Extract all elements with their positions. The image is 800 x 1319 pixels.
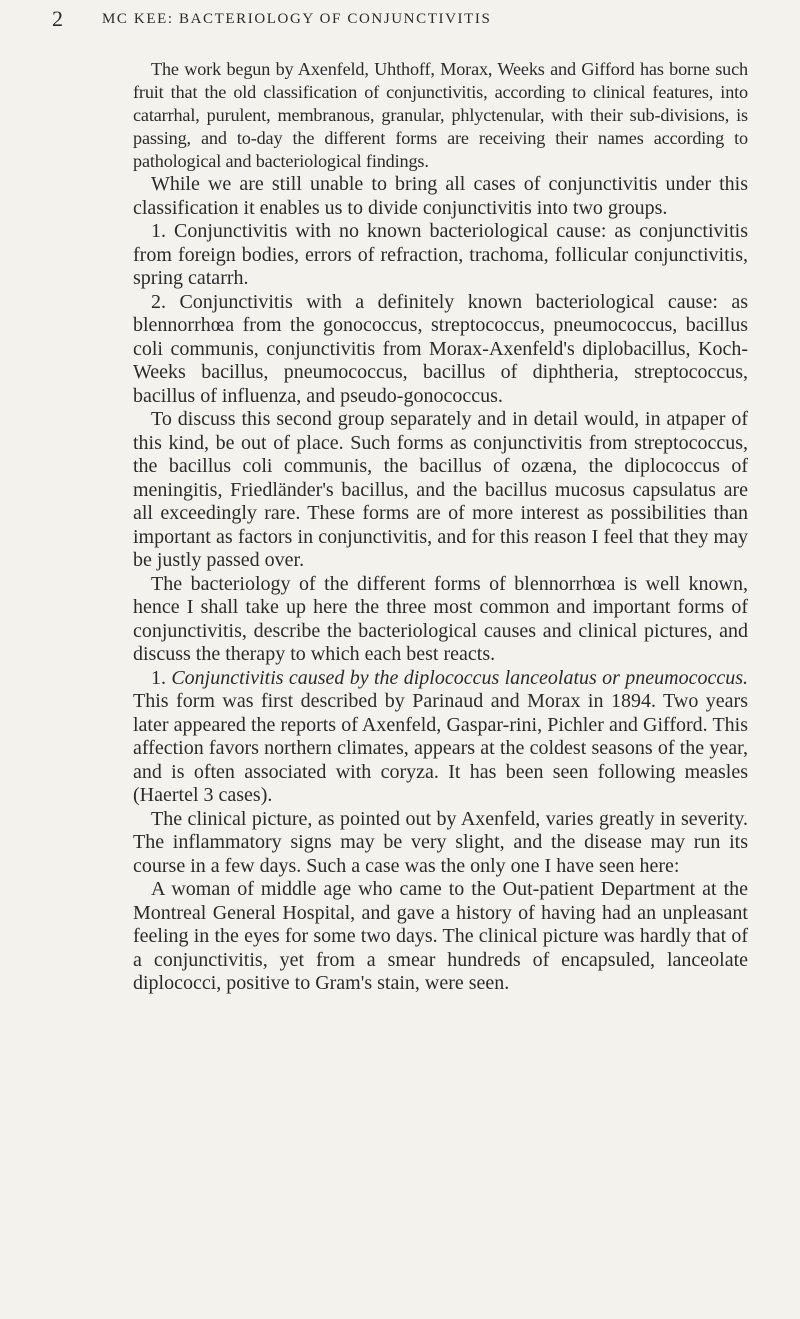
page-number: 2: [52, 6, 63, 31]
body-text: [133, 58, 748, 996]
section-title: Conjunctivitis caused by the diplococcus lanceolatus or pneumococcus.: [171, 666, 748, 689]
paragraph-case-report: A woman of middle age who came to the Out-patient Department at the Montreal General Hospital, and gave a history of having had an unpleasant feeling in the eyes for some two days. The clinical picture was hardly that of a conjunctivitis, yet from a smear hundreds of encapsuled, lanceolate diplococci, positive to Gram's stain, were seen.: [133, 878, 748, 994]
paragraph-classification: While we are still unable to bring all cases of conjunctivitis under this classification it enables us to divide conjunctivitis into two groups.: [133, 173, 748, 219]
paragraph-clinical-picture: The clinical picture, as pointed out by Axenfeld, varies greatly in severity. The inflammatory signs may be very slight, and the disease may run its course in a few days. Such a case was the only one I have seen here:: [133, 807, 748, 877]
page-header: [52, 6, 760, 40]
paragraph-intro: The work begun by Axenfeld, Uhthoff, Morax, Weeks and Gifford has borne such fruit that the old classification of conjunctivitis, according to clinical features, into catarrhal, purulent, membranous, granular, phlyctenular, with their sub-divisions, is passing, and to-day the different forms are receiving their names according to pathological and bacteriological findings.: [133, 59, 748, 171]
running-head: MC KEE: BACTERIOLOGY OF CONJUNCTIVITIS: [102, 11, 492, 27]
section-body: This form was first described by Parinaud and Morax in 1894. Two years later appeared the reports of Axenfeld, Gaspar-rini, Pichler and Gifford. This affection favors northern climates, appears at the coldest seasons of the year, and is often associated with coryza. It has been seen following measles (Haertel 3 cases).: [133, 690, 748, 806]
paragraph-blennorrhoea: The bacteriology of the different forms of blennorrhœa is well known, hence I shall take up here the three most common and important forms of conjunctivitis, describe the bacteriological causes and clinical pictures, and discuss the therapy to which each best reacts.: [133, 572, 748, 665]
paragraph-rare-forms: To discuss this second group separately and in detail would, in atpaper of this kind, be out of place. Such forms as conjunctivitis from streptococcus, the bacillus coli communis, the bacillus of ozæna, the diplococcus of meningitis, Friedländer's bacillus, and the bacillus mucosus capsulatus are all exceedingly rare. These forms are of more interest as possibilities than important as factors in conjunctivitis, and for this reason I feel that they may be justly passed over.: [133, 408, 748, 571]
section-number: 1.: [151, 666, 166, 689]
section-paragraph: [133, 667, 748, 808]
paragraph-group-1: 1. Conjunctivitis with no known bacteriological cause: as conjunctivitis from foreign bodies, errors of refraction, trachoma, follicular conjunctivitis, spring catarrh.: [133, 220, 748, 289]
paragraph-group-2: 2. Conjunctivitis with a definitely known bacteriological cause: as blennorrhœa from the gonococcus, streptococcus, pneumococcus, bacillus coli communis, conjunctivitis from Morax-Axenfeld's diplobacillus, Koch-Weeks bacillus, pneumococcus, bacillus of diphtheria, streptococcus, bacillus of influenza, and pseudo-gonococcus.: [133, 290, 748, 407]
